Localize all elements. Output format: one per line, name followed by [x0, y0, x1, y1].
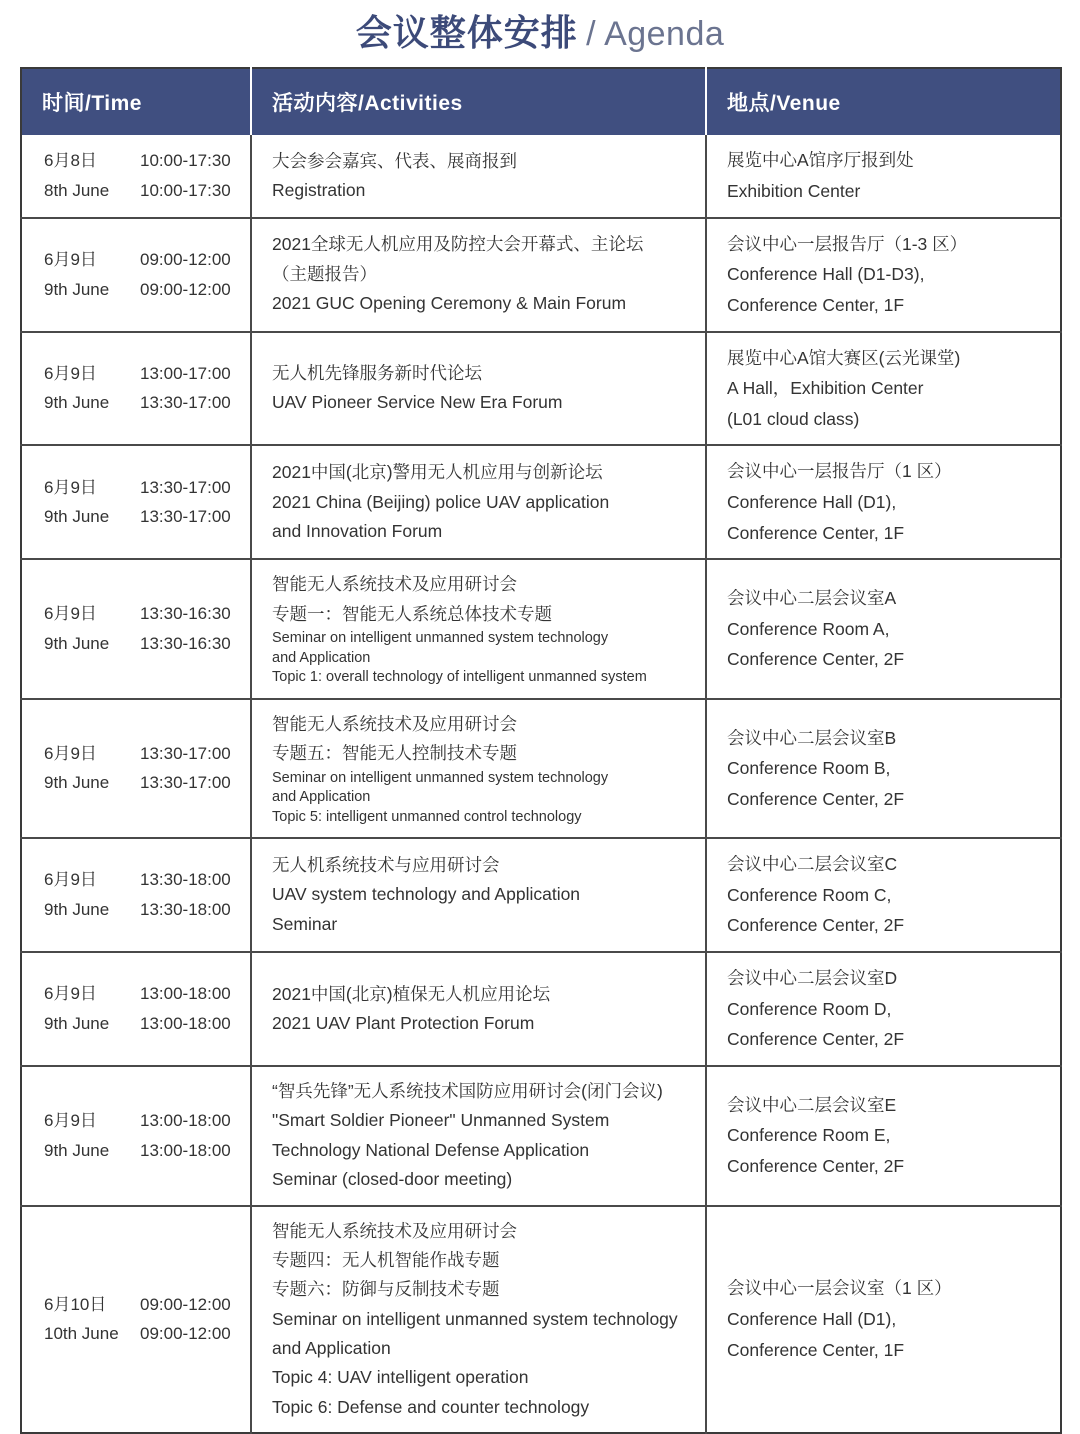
activity-line: 智能无人系统技术及应用研讨会 — [272, 574, 517, 595]
table-body — [21, 135, 1061, 1433]
venue-line: Conference Center, 1F — [727, 522, 905, 543]
time-line-chinese — [44, 739, 250, 769]
venue-line: Conference Center, 2F — [727, 915, 905, 936]
time-range: 09:00-12:00 — [140, 279, 231, 299]
time-date: 6月10日 — [44, 1294, 107, 1314]
time-range: 13:00-17:00 — [140, 363, 231, 383]
cell-venue — [706, 952, 1061, 1066]
time-line-english — [44, 388, 250, 418]
time-date: 6月8日 — [44, 151, 97, 171]
cell-time — [21, 1206, 251, 1434]
time-date: 9th June — [44, 1140, 110, 1160]
page-title-chinese: 会议整体安排 — [355, 12, 578, 53]
cell-time — [21, 952, 251, 1066]
cell-venue — [706, 1206, 1061, 1434]
activity-line: Technology National Defense Application — [272, 1139, 590, 1160]
table-row — [21, 952, 1061, 1066]
venue-line: 展览中心A馆大赛区(云光课堂) — [727, 347, 961, 368]
activity-line: 无人机系统技术与应用研讨会 — [272, 855, 500, 876]
time-line-english — [44, 1136, 250, 1166]
time-range: 13:30-17:00 — [140, 393, 231, 413]
agenda-table — [20, 67, 1062, 1434]
time-date: 6月9日 — [44, 363, 97, 383]
page-title — [0, 0, 1080, 67]
time-date: 9th June — [44, 1014, 110, 1034]
cell-venue — [706, 1066, 1061, 1206]
cell-activities — [251, 135, 706, 217]
venue-line: Exhibition Center — [727, 181, 861, 202]
time-line-english — [44, 629, 250, 659]
table-row — [21, 1206, 1061, 1434]
cell-activities — [251, 559, 706, 698]
column-header-activities: 活动内容/Activities — [251, 68, 706, 135]
time-range: 13:30-17:00 — [140, 743, 231, 763]
venue-line: Conference Room B, — [727, 758, 891, 779]
activity-line: and Application — [272, 1338, 391, 1359]
time-range: 13:00-18:00 — [140, 1140, 231, 1160]
cell-activities — [251, 1066, 706, 1206]
venue-line: 会议中心二层会议室E — [727, 1094, 897, 1115]
cell-time — [21, 445, 251, 559]
venue-line: Conference Hall (D1), — [727, 1309, 897, 1330]
cell-activities — [251, 1206, 706, 1434]
table-row — [21, 218, 1061, 332]
cell-venue — [706, 559, 1061, 698]
time-date: 6月9日 — [44, 604, 97, 624]
time-date: 6月9日 — [44, 1110, 97, 1130]
activity-line: Seminar on intelligent unmanned system technology — [272, 769, 609, 786]
activity-line: and Innovation Forum — [272, 521, 443, 542]
venue-line: 会议中心一层报告厅（1-3 区） — [727, 233, 968, 254]
activity-line: 2021中国(北京)植保无人机应用论坛 — [272, 983, 551, 1004]
venue-line: 会议中心二层会议室B — [727, 727, 897, 748]
venue-line: Conference Center, 2F — [727, 1029, 905, 1050]
time-range: 13:30-17:00 — [140, 507, 231, 527]
table-row — [21, 559, 1061, 698]
time-range: 13:30-17:00 — [140, 773, 231, 793]
time-date: 9th June — [44, 773, 110, 793]
table-row — [21, 699, 1061, 838]
time-range: 09:00-12:00 — [140, 249, 231, 269]
time-date: 9th June — [44, 507, 110, 527]
time-line-chinese — [44, 1290, 250, 1320]
venue-line: Conference Center, 1F — [727, 1339, 905, 1360]
venue-line: Conference Center, 2F — [727, 649, 905, 670]
venue-line: Conference Room D, — [727, 998, 892, 1019]
cell-activities — [251, 218, 706, 332]
time-line-english — [44, 1319, 250, 1349]
time-range: 13:30-18:00 — [140, 900, 231, 920]
activity-line: Seminar on intelligent unmanned system technology — [272, 1308, 678, 1329]
time-range: 10:00-17:30 — [140, 151, 231, 171]
activity-line: “智兵先锋”无人系统技术国防应用研讨会(闭门会议) — [272, 1080, 663, 1101]
time-range: 13:00-18:00 — [140, 1014, 231, 1034]
cell-time — [21, 699, 251, 838]
activity-line: Topic 6: Defense and counter technology — [272, 1396, 590, 1417]
activity-line: 2021 China (Beijing) police UAV application — [272, 491, 610, 512]
venue-line: (L01 cloud class) — [727, 408, 860, 429]
activity-line: 专题四：无人机智能作战专题 — [272, 1249, 500, 1270]
cell-time — [21, 135, 251, 217]
time-date: 8th June — [44, 181, 110, 201]
time-range: 13:00-18:00 — [140, 984, 231, 1004]
time-range: 13:00-18:00 — [140, 1110, 231, 1130]
cell-activities — [251, 445, 706, 559]
time-date: 6月9日 — [44, 477, 97, 497]
time-range: 10:00-17:30 — [140, 181, 231, 201]
cell-activities — [251, 838, 706, 952]
time-range: 09:00-12:00 — [140, 1294, 231, 1314]
venue-line: 会议中心一层报告厅（1 区） — [727, 461, 952, 482]
page-title-separator: / — [586, 15, 596, 53]
time-date: 9th June — [44, 900, 110, 920]
venue-line: Conference Room A, — [727, 618, 890, 639]
table-row — [21, 332, 1061, 446]
activity-line: 2021全球无人机应用及防控大会开幕式、主论坛 — [272, 234, 644, 255]
cell-activities — [251, 952, 706, 1066]
activity-line: Registration — [272, 180, 366, 201]
time-date: 6月9日 — [44, 984, 97, 1004]
time-line-chinese — [44, 979, 250, 1009]
cell-venue — [706, 445, 1061, 559]
activity-line: 智能无人系统技术及应用研讨会 — [272, 713, 517, 734]
time-line-english — [44, 768, 250, 798]
activity-line: Topic 4: UAV intelligent operation — [272, 1367, 529, 1388]
cell-venue — [706, 135, 1061, 217]
cell-venue — [706, 332, 1061, 446]
venue-line: Conference Center, 2F — [727, 788, 905, 809]
venue-line: 会议中心二层会议室C — [727, 854, 898, 875]
activity-line: 大会参会嘉宾、代表、展商报到 — [272, 150, 517, 171]
time-line-chinese — [44, 865, 250, 895]
activity-line: Seminar on intelligent unmanned system technology — [272, 630, 609, 647]
column-header-venue: 地点/Venue — [706, 68, 1061, 135]
time-date: 10th June — [44, 1324, 119, 1344]
activity-line: 无人机先锋服务新时代论坛 — [272, 363, 482, 384]
table-row — [21, 1066, 1061, 1206]
cell-activities — [251, 699, 706, 838]
activity-line: Topic 5: intelligent unmanned control technology — [272, 808, 582, 825]
activity-line: "Smart Soldier Pioneer" Unmanned System — [272, 1110, 610, 1131]
activity-line: UAV Pioneer Service New Era Forum — [272, 392, 563, 413]
cell-activities — [251, 332, 706, 446]
column-header-time: 时间/Time — [21, 68, 251, 135]
time-date: 9th June — [44, 279, 110, 299]
activity-line: 2021 GUC Opening Ceremony & Main Forum — [272, 293, 627, 314]
activity-line: and Application — [272, 649, 371, 666]
activity-line: 智能无人系统技术及应用研讨会 — [272, 1220, 517, 1241]
venue-line: Conference Room C, — [727, 884, 892, 905]
activity-line: and Application — [272, 789, 371, 806]
time-line-english — [44, 176, 250, 206]
venue-line: Conference Center, 2F — [727, 1156, 905, 1177]
activity-line: 2021 UAV Plant Protection Forum — [272, 1013, 535, 1034]
venue-line: Conference Center, 1F — [727, 294, 905, 315]
cell-time — [21, 559, 251, 698]
time-range: 13:30-17:00 — [140, 477, 231, 497]
cell-time — [21, 838, 251, 952]
time-line-chinese — [44, 1106, 250, 1136]
time-date: 6月9日 — [44, 870, 97, 890]
time-line-english — [44, 895, 250, 925]
venue-line: 会议中心一层会议室（1 区） — [727, 1278, 952, 1299]
activity-line: 专题一：智能无人系统总体技术专题 — [272, 603, 552, 624]
time-line-chinese — [44, 245, 250, 275]
activity-line: Topic 1: overall technology of intelligent unmanned system — [272, 669, 647, 686]
cell-time — [21, 1066, 251, 1206]
activity-line: Seminar (closed-door meeting) — [272, 1169, 513, 1190]
time-line-chinese — [44, 359, 250, 389]
time-line-chinese — [44, 146, 250, 176]
activity-line: 专题六：防御与反制技术专题 — [272, 1279, 500, 1300]
table-row — [21, 445, 1061, 559]
time-line-chinese — [44, 599, 250, 629]
table-row — [21, 135, 1061, 217]
activity-line: Seminar — [272, 913, 338, 934]
time-range: 09:00-12:00 — [140, 1324, 231, 1344]
time-line-english — [44, 1009, 250, 1039]
venue-line: 会议中心二层会议室D — [727, 968, 898, 989]
cell-venue — [706, 838, 1061, 952]
venue-line: Conference Hall (D1), — [727, 492, 897, 513]
table-header — [21, 68, 1061, 135]
page-title-english: Agenda — [604, 15, 725, 53]
activity-line: 专题五：智能无人控制技术专题 — [272, 743, 517, 764]
venue-line: A Hall，Exhibition Center — [727, 378, 924, 399]
activity-line: UAV system technology and Application — [272, 884, 581, 905]
activity-line: 2021中国(北京)警用无人机应用与创新论坛 — [272, 462, 603, 483]
time-date: 9th June — [44, 634, 110, 653]
activity-line: （主题报告） — [272, 263, 377, 284]
venue-line: 展览中心A馆序厅报到处 — [727, 150, 914, 171]
venue-line: Conference Hall (D1-D3), — [727, 264, 925, 285]
cell-venue — [706, 699, 1061, 838]
cell-time — [21, 332, 251, 446]
time-date: 9th June — [44, 393, 110, 413]
table-header-row — [21, 68, 1061, 135]
time-range: 13:30-16:30 — [140, 634, 231, 653]
time-range: 13:30-18:00 — [140, 870, 231, 890]
time-line-english — [44, 502, 250, 532]
cell-venue — [706, 218, 1061, 332]
time-range: 13:30-16:30 — [140, 604, 231, 624]
time-date: 6月9日 — [44, 249, 97, 269]
time-date: 6月9日 — [44, 743, 97, 763]
cell-time — [21, 218, 251, 332]
table-row — [21, 838, 1061, 952]
time-line-english — [44, 275, 250, 305]
venue-line: 会议中心二层会议室A — [727, 588, 897, 609]
venue-line: Conference Room E, — [727, 1125, 891, 1146]
time-line-chinese — [44, 473, 250, 503]
